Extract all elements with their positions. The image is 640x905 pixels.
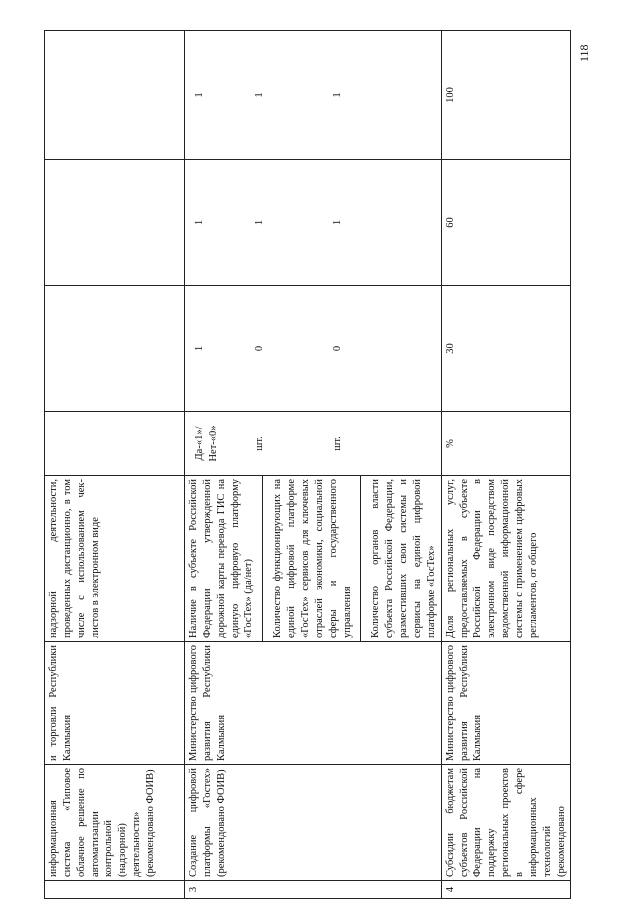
indicator-cell <box>185 476 442 642</box>
executor-cell: Министерство цифрового развития Республики Калмыкия <box>185 642 442 765</box>
unit-cell: % <box>441 412 571 476</box>
project-name-cell: Создание цифровой платформы «Гостех» (рекомендовано ФОИВ) <box>185 765 442 881</box>
table-row <box>441 31 571 899</box>
indicators-table <box>44 30 571 899</box>
value: 0 <box>254 345 265 352</box>
value-cell-1: 30 <box>441 286 571 412</box>
value: 1 <box>194 92 205 98</box>
value: 1 <box>254 92 265 98</box>
indicator-text: Количество функционирующих на единой цифровой платформе «ГосТех» сервисов для ключевых отраслей экономики, социальной сферы и государственного управления <box>262 476 354 641</box>
value-cell-1 <box>45 286 185 412</box>
value: 1 <box>194 345 205 352</box>
table-row <box>185 31 442 899</box>
indicator-cell: Доля региональных услуг, предоставляемых в субъекте Российской Федерации в электронном виде посредством ведомственной информационной системы с применением цифровых регламентов, от общего <box>441 476 571 642</box>
value: 1 <box>254 219 265 226</box>
value-cell-1 <box>185 286 442 412</box>
project-name-cell: Субсидии бюджетам субъектов Российской Федерации на поддержку региональных проектов в сфере информационных технологий (рекомендовано <box>441 765 571 881</box>
value: 0 <box>332 345 343 352</box>
unit-cell <box>45 412 185 476</box>
unit-value: шт. <box>332 436 343 451</box>
unit-value: шт. <box>254 436 265 451</box>
value-cell-2: 60 <box>441 160 571 286</box>
unit-value: Да-«1»/ Нет-«0» <box>194 425 219 462</box>
indicator-cell: надзорной деятельности, проведенных дистанционно, в том числе с использованием чек-листов в электронном виде <box>45 476 185 642</box>
row-number-cell: 4 <box>441 881 571 899</box>
indicator-text: Количество органов власти субъекта Российской Федерации, разместивших свои системы и сервисы на единой цифровой платформе «ГосТех» <box>360 476 438 641</box>
value-cell-3 <box>45 31 185 160</box>
unit-cell <box>185 412 442 476</box>
page-number: 118 <box>577 44 591 62</box>
value-cell-3: 100 <box>441 31 571 160</box>
project-name-cell: информационная система «Типовое облачное решение по автоматизации контрольной (надзорной) деятельности» (рекомендовано ФОИВ) <box>45 765 185 881</box>
row-number-cell <box>45 881 185 899</box>
value-cell-2 <box>45 160 185 286</box>
value-cell-3 <box>185 31 442 160</box>
row-number-cell: 3 <box>185 881 442 899</box>
indicator-text: Наличие в субъекте Российской Федерации утвержденной дорожной карты перевода ГИС на единую цифровую платформу «ГосТех» (да/нет) <box>188 479 255 638</box>
value-cell-2 <box>185 160 442 286</box>
value: 1 <box>332 219 343 226</box>
value: 1 <box>194 219 205 226</box>
executor-cell: и торговли Республики Калмыкия <box>45 642 185 765</box>
executor-cell: Министерство цифрового развития Республики Калмыкия <box>441 642 571 765</box>
table-row <box>45 31 185 899</box>
value: 1 <box>332 92 343 98</box>
